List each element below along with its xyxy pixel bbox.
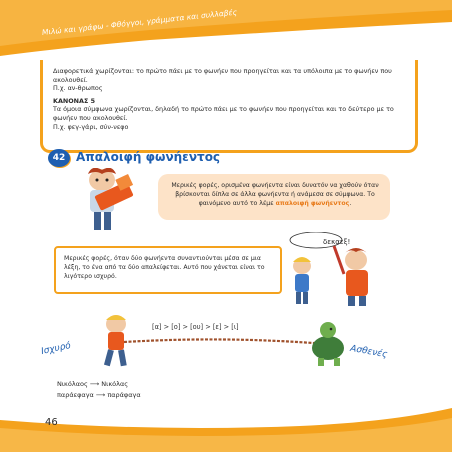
section-number-badge: 42 <box>48 149 70 167</box>
rule-box <box>40 60 418 153</box>
example-row: παράεφαγα ⟶ παράφαγα <box>57 391 141 399</box>
note-box <box>54 246 282 294</box>
example-row: Νικόλαος ⟶ Νικόλας <box>57 380 129 388</box>
header-title: Μιλώ και γράφω - Φθόγγοι, γράμματα και συλλαβές <box>41 7 238 37</box>
note-text: Μερικές φορές, όταν δύο φωνήεντα συναντιούνται μέσα σε μια λέξη, το ένα από τα δύο απαλείφεται. Αυτό που χάνεται είναι το λιγότερο ισχυρό. <box>64 255 265 281</box>
vowel-strength-chain: [α] > [ο] > [ου] > [ε] > [ι] <box>152 323 239 331</box>
rule-line: Τα όμοια σύμφωνα χωρίζονται, δηλαδή το πρώτο πάει με το φωνήεν που προηγείται και το δεύτερο με το φωνήεν που ακολουθεί. <box>53 105 394 122</box>
boy-with-eraser-illustration <box>62 168 150 238</box>
section-heading: Απαλοιφή φωνήεντος <box>76 150 221 164</box>
explanation-bubble <box>158 174 390 220</box>
rule-line: Διαφορετικά χωρίζονται: το πρώτο πάει με το φωνήεν που προηγείται και τα υπόλοιπα με το φωνήεν που ακολουθεί. <box>53 67 392 84</box>
explanation-text: Μερικές φορές, ορισμένα φωνήεντα είναι δυνατόν να χαθούν όταν βρίσκονται δίπλα σε άλλα φωνήεντα ή ανάμεσα σε σύμφωνα. Το φαινόμενο αυτό το λέμε απαλοιφή φωνήεντος. <box>171 182 379 207</box>
strong-label: Ισχυρό <box>40 340 72 358</box>
term-highlight: απαλοιφή φωνήεντος <box>275 200 350 207</box>
rule-example: Π.χ. αν-θρωπος <box>53 84 103 93</box>
rule-heading: ΚΑΝΟΝΑΣ 5 <box>53 96 96 105</box>
page-number: 46 <box>45 417 58 428</box>
arrow-icon: ⟶ <box>89 380 100 388</box>
arrow-icon: ⟶ <box>95 391 106 399</box>
weak-label: Ασθενές <box>349 343 388 361</box>
footer-band <box>0 392 452 452</box>
speech-sign: δεκαεξ! <box>323 238 351 246</box>
rule-example: Π.χ. φεγ-γάρι, σύν-νεφο <box>53 122 129 131</box>
tug-of-war-illustration <box>96 310 358 372</box>
